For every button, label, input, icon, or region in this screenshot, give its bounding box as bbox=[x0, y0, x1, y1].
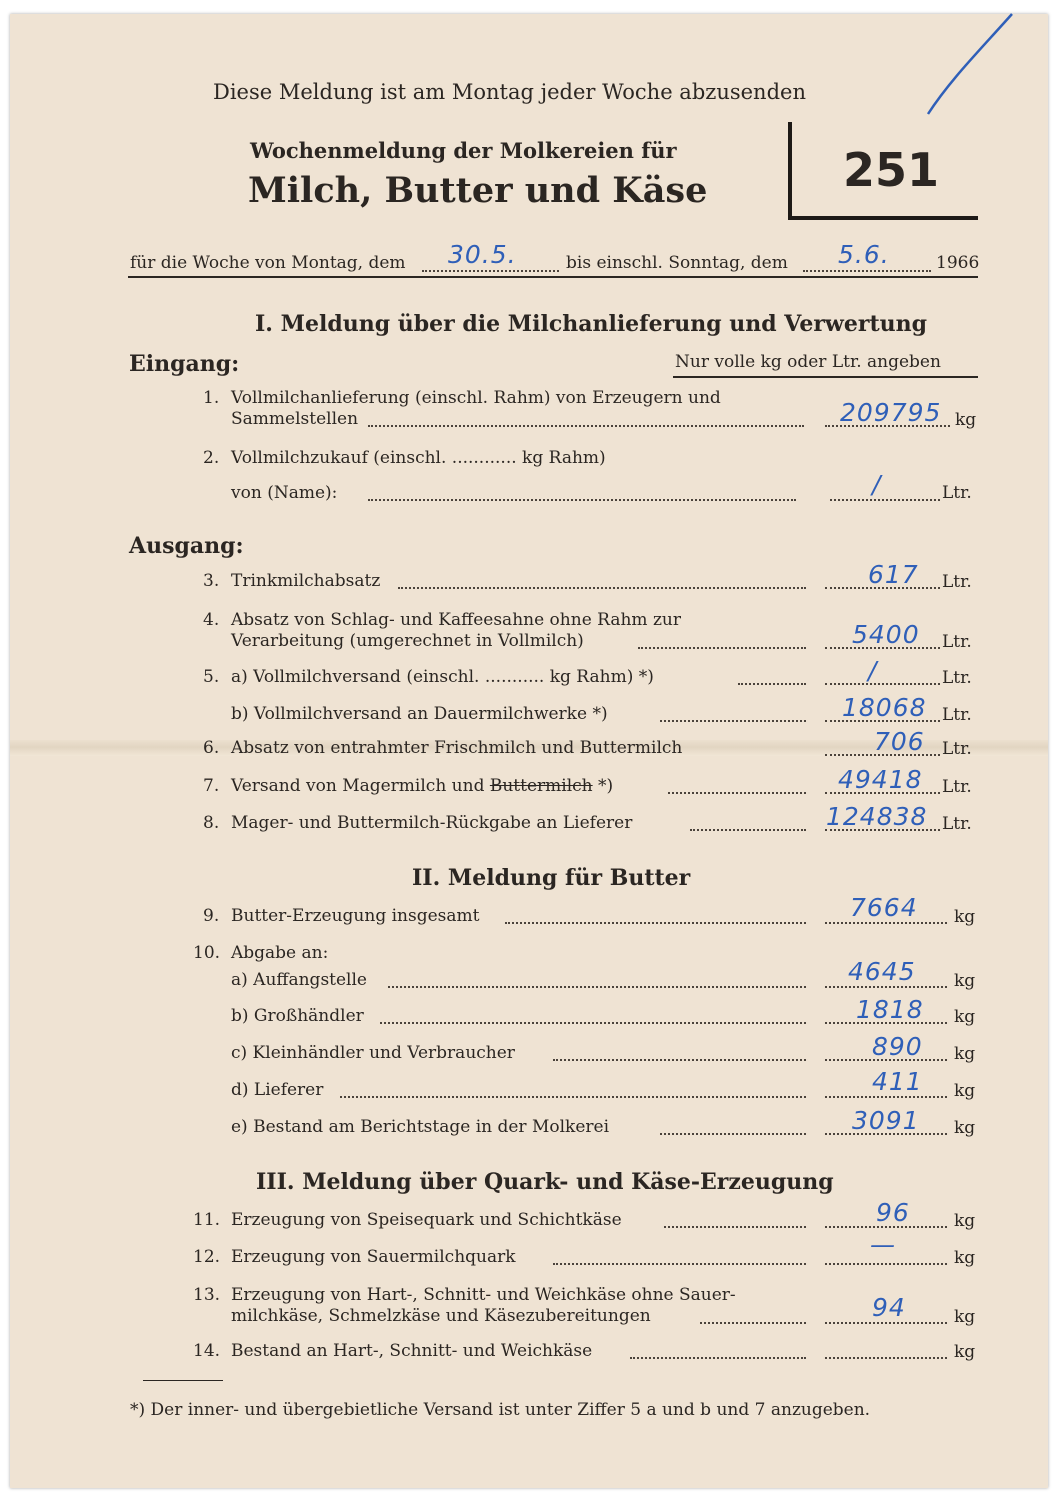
item9-dot-leader bbox=[505, 922, 806, 924]
item10b-label: b) Großhändler bbox=[231, 1006, 364, 1026]
item10a-dot-leader bbox=[388, 986, 806, 988]
form-number-box-left bbox=[788, 122, 792, 220]
item1-dot-leader bbox=[368, 425, 804, 427]
item6-value: 706 bbox=[874, 727, 925, 756]
item4-value: 5400 bbox=[852, 620, 920, 649]
item2-value-line bbox=[830, 499, 940, 501]
item13-value: 94 bbox=[872, 1293, 906, 1322]
item11-value: 96 bbox=[876, 1198, 910, 1227]
item11-unit: kg bbox=[954, 1211, 976, 1231]
item6-label: Absatz von entrahmter Frischmilch und Buttermilch bbox=[231, 738, 683, 758]
form-number-box-bottom bbox=[788, 216, 978, 220]
item7-number: 7. bbox=[203, 776, 220, 796]
week-from-leader bbox=[422, 270, 559, 272]
item13-number: 13. bbox=[193, 1285, 221, 1305]
week-year: 1966 bbox=[936, 253, 980, 273]
unit-hint: Nur volle kg oder Ltr. angeben bbox=[675, 352, 941, 372]
item7-label-suffix: *) bbox=[592, 776, 614, 796]
item10a-value: 4645 bbox=[848, 957, 916, 986]
item8-value: 124838 bbox=[826, 802, 928, 831]
item13-unit: kg bbox=[954, 1307, 976, 1327]
item6-number: 6. bbox=[203, 738, 220, 758]
item13-label: Erzeugung von Hart-, Schnitt- und Weichkäse ohne Sauer- bbox=[231, 1285, 736, 1305]
item10c-dot-leader bbox=[553, 1059, 806, 1061]
item9-number: 9. bbox=[203, 906, 220, 926]
item8-unit: Ltr. bbox=[942, 814, 972, 834]
form-number: 251 bbox=[843, 143, 940, 197]
item8-dot-leader bbox=[690, 829, 806, 831]
item12-unit: kg bbox=[954, 1248, 976, 1268]
item12-value-line bbox=[825, 1263, 947, 1265]
item8-number: 8. bbox=[203, 813, 220, 833]
item2-number: 2. bbox=[203, 448, 220, 468]
footnote-rule bbox=[143, 1380, 223, 1381]
item10d-unit: kg bbox=[954, 1081, 976, 1101]
item10b-dot-leader bbox=[380, 1022, 806, 1024]
item3-number: 3. bbox=[203, 571, 220, 591]
item1-unit: kg bbox=[955, 410, 977, 430]
item10e-label: e) Bestand am Berichtstage in der Molkerei bbox=[231, 1117, 610, 1137]
item5a-value-line bbox=[825, 683, 940, 685]
item9-label: Butter-Erzeugung insgesamt bbox=[231, 906, 480, 926]
item5a-value: / bbox=[868, 656, 878, 685]
week-prefix: für die Woche von Montag, dem bbox=[130, 253, 406, 273]
item10d-dot-leader bbox=[340, 1096, 806, 1098]
item1-label-line2: Sammelstellen bbox=[231, 409, 359, 429]
item5b-unit: Ltr. bbox=[942, 705, 972, 725]
item9-value-line bbox=[825, 922, 947, 924]
item12-number: 12. bbox=[193, 1247, 221, 1267]
item10c-label: c) Kleinhändler und Verbraucher bbox=[231, 1043, 515, 1063]
item5a-dot-leader bbox=[738, 683, 806, 685]
item7-value: 49418 bbox=[838, 765, 923, 794]
item12-label: Erzeugung von Sauermilchquark bbox=[231, 1247, 516, 1267]
item11-dot-leader bbox=[664, 1226, 806, 1228]
item5b-label: b) Vollmilchversand an Dauermilchwerke *) bbox=[231, 704, 608, 724]
section3-title: III. Meldung über Quark- und Käse-Erzeugung bbox=[256, 1169, 834, 1195]
item7-unit: Ltr. bbox=[942, 777, 972, 797]
item3-label: Trinkmilchabsatz bbox=[231, 571, 381, 591]
item10c-value: 890 bbox=[872, 1032, 923, 1061]
item5b-value: 18068 bbox=[842, 693, 927, 722]
item2-unit: Ltr. bbox=[942, 483, 972, 503]
item9-unit: kg bbox=[954, 907, 976, 927]
week-underline bbox=[128, 276, 978, 278]
item13-value-line bbox=[825, 1322, 947, 1324]
item14-label: Bestand an Hart-, Schnitt- und Weichkäse bbox=[231, 1341, 593, 1361]
item10e-unit: kg bbox=[954, 1118, 976, 1138]
item6-unit: Ltr. bbox=[942, 739, 972, 759]
item14-dot-leader bbox=[630, 1357, 806, 1359]
item4-label-line2: Verarbeitung (umgerechnet in Vollmilch) bbox=[231, 631, 584, 651]
notice-text: Diese Meldung ist am Montag jeder Woche abzusenden bbox=[213, 80, 806, 104]
item4-number: 4. bbox=[203, 610, 220, 630]
item10a-unit: kg bbox=[954, 971, 976, 991]
item13-label-line2: milchkäse, Schmelzkäse und Käsezubereitungen bbox=[231, 1306, 651, 1326]
item3-unit: Ltr. bbox=[942, 572, 972, 592]
item10-label: Abgabe an: bbox=[231, 943, 329, 963]
section1-title: I. Meldung über die Milchanlieferung und Verwertung bbox=[255, 311, 927, 337]
eingang-heading: Eingang: bbox=[129, 351, 240, 377]
ausgang-heading: Ausgang: bbox=[129, 533, 244, 559]
item7-dot-leader bbox=[668, 792, 806, 794]
item10a-label: a) Auffangstelle bbox=[231, 970, 367, 990]
item9-value: 7664 bbox=[850, 893, 918, 922]
item5a-unit: Ltr. bbox=[942, 668, 972, 688]
item1-number: 1. bbox=[203, 388, 220, 408]
footnote-text: *) Der inner- und übergebietliche Versand ist unter Ziffer 5 a und b und 7 anzugeben. bbox=[130, 1400, 871, 1420]
item14-number: 14. bbox=[193, 1341, 221, 1361]
item8-label: Mager- und Buttermilch-Rückgabe an Lieferer bbox=[231, 813, 633, 833]
item10d-value-line bbox=[825, 1096, 947, 1098]
item4-label: Absatz von Schlag- und Kaffeesahne ohne Rahm zur bbox=[231, 610, 681, 630]
pen-stroke-mark bbox=[900, 10, 1020, 120]
item7-label bbox=[231, 776, 613, 796]
item1-label: Vollmilchanlieferung (einschl. Rahm) von Erzeugern und bbox=[231, 388, 721, 408]
item10d-value: 411 bbox=[872, 1067, 923, 1096]
item11-label: Erzeugung von Speisequark und Schichtkäse bbox=[231, 1210, 622, 1230]
item7-label-text: Versand von Magermilch und bbox=[231, 776, 485, 796]
item2-label: Vollmilchzukauf (einschl. ............ kg Rahm) bbox=[231, 448, 606, 468]
item12-dot-leader bbox=[553, 1263, 806, 1265]
form-title-line1: Wochenmeldung der Molkereien für bbox=[250, 138, 677, 163]
item5b-dot-leader bbox=[660, 720, 806, 722]
item4-dot-leader bbox=[638, 647, 806, 649]
item2-value: / bbox=[872, 470, 882, 499]
item7-struck-word: Buttermilch bbox=[489, 776, 593, 796]
item2-name-line bbox=[368, 499, 796, 501]
item12-value: — bbox=[870, 1230, 896, 1259]
week-middle: bis einschl. Sonntag, dem bbox=[566, 253, 788, 273]
item10c-unit: kg bbox=[954, 1044, 976, 1064]
item5-number: 5. bbox=[203, 667, 220, 687]
item10-number: 10. bbox=[193, 943, 221, 963]
unit-hint-underline bbox=[673, 376, 978, 378]
item10b-unit: kg bbox=[954, 1007, 976, 1027]
item10b-value: 1818 bbox=[856, 995, 924, 1024]
item13-dot-leader bbox=[700, 1322, 806, 1324]
item3-dot-leader bbox=[398, 587, 806, 589]
form-title-line2: Milch, Butter und Käse bbox=[248, 170, 708, 211]
item10e-dot-leader bbox=[660, 1133, 806, 1135]
section2-title: II. Meldung für Butter bbox=[412, 865, 691, 891]
item14-value-line bbox=[825, 1357, 947, 1359]
item5a-label: a) Vollmilchversand (einschl. ........... kg Rahm) *) bbox=[231, 667, 654, 687]
week-from-value: 30.5. bbox=[448, 240, 517, 269]
item14-unit: kg bbox=[954, 1342, 976, 1362]
item11-number: 11. bbox=[193, 1210, 221, 1230]
item2-label-line2: von (Name): bbox=[231, 483, 338, 503]
week-to-leader bbox=[803, 270, 931, 272]
item10e-value: 3091 bbox=[852, 1106, 920, 1135]
item10a-value-line bbox=[825, 986, 947, 988]
item4-unit: Ltr. bbox=[942, 632, 972, 652]
item1-value: 209795 bbox=[840, 398, 942, 427]
item3-value: 617 bbox=[868, 560, 919, 589]
item10d-label: d) Lieferer bbox=[231, 1080, 324, 1100]
week-to-value: 5.6. bbox=[838, 240, 890, 269]
